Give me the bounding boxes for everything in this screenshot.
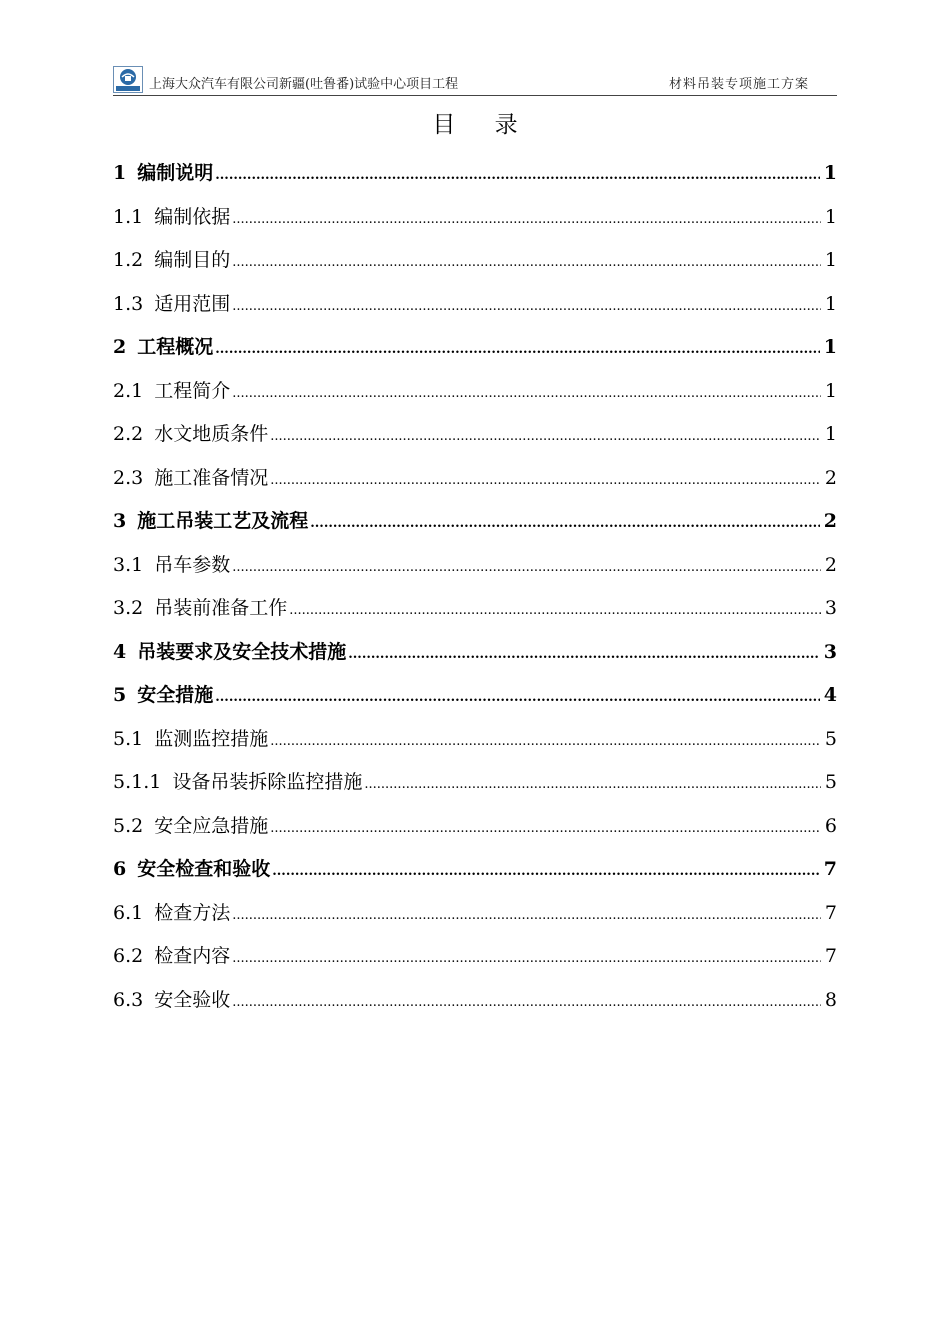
- toc-entry[interactable]: [113, 594, 837, 638]
- toc-entry[interactable]: [113, 464, 837, 508]
- toc-entry[interactable]: [113, 638, 837, 682]
- toc-entry-page-number: 5: [824, 727, 837, 750]
- toc-entry-page-number: 1: [823, 336, 837, 358]
- toc-dot-leader: [232, 293, 821, 321]
- company-logo-icon: [113, 66, 143, 93]
- toc-entry-number: 1.2: [113, 249, 144, 271]
- toc-dot-leader: [310, 510, 820, 538]
- toc-entry-page-number: 2: [824, 466, 837, 489]
- toc-entry-number: 3: [113, 510, 127, 532]
- toc-dot-leader: [348, 641, 820, 669]
- toc-entry-page-number: 3: [823, 640, 837, 663]
- toc-dot-leader: [270, 423, 821, 451]
- toc-entry[interactable]: [113, 725, 837, 769]
- toc-dot-leader: [232, 902, 821, 930]
- toc-entry-title: 工程简介: [154, 379, 231, 402]
- toc-entry-page-number: 2: [823, 510, 837, 532]
- toc-dot-leader: [215, 336, 820, 364]
- toc-dot-leader: [232, 380, 821, 408]
- toc-dot-leader: [232, 249, 821, 277]
- toc-entry-page-number: 7: [823, 858, 837, 880]
- toc-entry-title: 吊装前准备工作: [154, 597, 288, 619]
- toc-entry[interactable]: [113, 377, 837, 421]
- toc-entry-page-number: 7: [824, 901, 837, 924]
- toc-entry-title: 安全验收: [154, 988, 231, 1011]
- toc-entry-number: 1.1: [113, 205, 144, 228]
- header-divider: [113, 95, 837, 96]
- toc-entry[interactable]: [113, 812, 837, 856]
- header-project-name: 上海大众汽车有限公司新疆(吐鲁番)试验中心项目工程: [149, 77, 459, 92]
- toc-entry-title: 施工吊装工艺及流程: [137, 510, 309, 532]
- toc-entry-title: 编制目的: [154, 249, 231, 271]
- toc-entry[interactable]: [113, 159, 837, 203]
- toc-entry-page-number: 1: [824, 205, 837, 228]
- toc-entry-title: 工程概况: [137, 336, 214, 358]
- toc-entry-number: 4: [113, 640, 127, 663]
- toc-entry[interactable]: [113, 290, 837, 334]
- toc-entry-number: 2.1: [113, 379, 144, 402]
- toc-entry-page-number: 6: [824, 814, 837, 837]
- toc-entry-number: 2.2: [113, 423, 144, 445]
- toc-entry-title: 安全检查和验收: [137, 858, 271, 880]
- toc-entry-title: 检查内容: [154, 945, 231, 967]
- toc-entry-number: 1.3: [113, 292, 144, 315]
- toc-dot-leader: [270, 467, 821, 495]
- toc-entry-page-number: 2: [824, 553, 837, 576]
- toc-entry-number: 5.2: [113, 814, 144, 837]
- toc-entry-number: 6.3: [113, 988, 144, 1011]
- toc-entry-title: 安全应急措施: [154, 814, 269, 837]
- toc-entry-number: 2: [113, 336, 127, 358]
- page-header: [113, 66, 837, 94]
- toc-dot-leader: [215, 684, 820, 712]
- toc-dot-leader: [215, 162, 820, 190]
- toc-entry[interactable]: [113, 507, 837, 551]
- toc-entry-page-number: 4: [823, 684, 837, 706]
- toc-entry-page-number: 1: [824, 292, 837, 315]
- toc-entry[interactable]: [113, 420, 837, 464]
- toc-entry-title: 施工准备情况: [154, 466, 269, 489]
- toc-entry-number: 6.2: [113, 945, 144, 967]
- toc-entry[interactable]: [113, 899, 837, 943]
- toc-entry-page-number: 7: [824, 945, 837, 967]
- toc-entry-page-number: 1: [824, 423, 837, 445]
- toc-entry-title: 设备吊装拆除监控措施: [172, 771, 363, 793]
- toc-entry-page-number: 1: [824, 379, 837, 402]
- toc-entry-number: 6: [113, 858, 127, 880]
- toc-entry-title: 吊车参数: [154, 553, 231, 576]
- toc-entry-number: 5.1.1: [113, 771, 162, 793]
- toc-entry[interactable]: [113, 203, 837, 247]
- toc-entry-number: 2.3: [113, 466, 144, 489]
- toc-entry-page-number: 8: [824, 988, 837, 1011]
- toc-entry-page-number: 3: [824, 597, 837, 619]
- toc-dot-leader: [270, 815, 821, 843]
- toc-dot-leader: [232, 989, 821, 1017]
- toc-entry-page-number: 1: [824, 249, 837, 271]
- toc-dot-leader: [289, 597, 821, 625]
- toc-entry-number: 5: [113, 684, 127, 706]
- toc-entry-page-number: 1: [823, 162, 837, 184]
- toc-entry[interactable]: [113, 681, 837, 725]
- toc-dot-leader: [232, 554, 821, 582]
- toc-entry[interactable]: [113, 986, 837, 1030]
- toc-entry-title: 适用范围: [154, 292, 231, 315]
- toc-entry-title: 安全措施: [137, 684, 214, 706]
- toc-entry-number: 3.2: [113, 597, 144, 619]
- toc-entry[interactable]: [113, 246, 837, 290]
- toc-entry-number: 1: [113, 162, 127, 184]
- toc-entry[interactable]: [113, 942, 837, 986]
- toc-entry[interactable]: [113, 333, 837, 377]
- toc-entry-page-number: 5: [824, 771, 837, 793]
- toc-entry-title: 编制说明: [137, 162, 214, 184]
- toc-entry-number: 6.1: [113, 901, 144, 924]
- toc-entry-title: 编制依据: [154, 205, 231, 228]
- toc-dot-leader: [364, 771, 821, 799]
- header-document-name: 材料吊装专项施工方案: [668, 77, 809, 92]
- toc-entry[interactable]: [113, 855, 837, 899]
- table-of-contents: [113, 159, 837, 1029]
- toc-dot-leader: [272, 858, 820, 886]
- toc-entry-title: 检查方法: [154, 901, 231, 924]
- toc-entry-title: 水文地质条件: [154, 423, 269, 445]
- toc-entry-number: 5.1: [113, 727, 144, 750]
- toc-title: 目 录: [432, 112, 534, 138]
- toc-entry-number: 3.1: [113, 553, 144, 576]
- toc-entry-title: 吊装要求及安全技术措施: [137, 640, 347, 663]
- toc-dot-leader: [232, 206, 821, 234]
- toc-dot-leader: [232, 945, 821, 973]
- toc-entry-title: 监测监控措施: [154, 727, 269, 750]
- toc-entry[interactable]: [113, 768, 837, 812]
- toc-entry[interactable]: [113, 551, 837, 595]
- toc-dot-leader: [270, 728, 821, 756]
